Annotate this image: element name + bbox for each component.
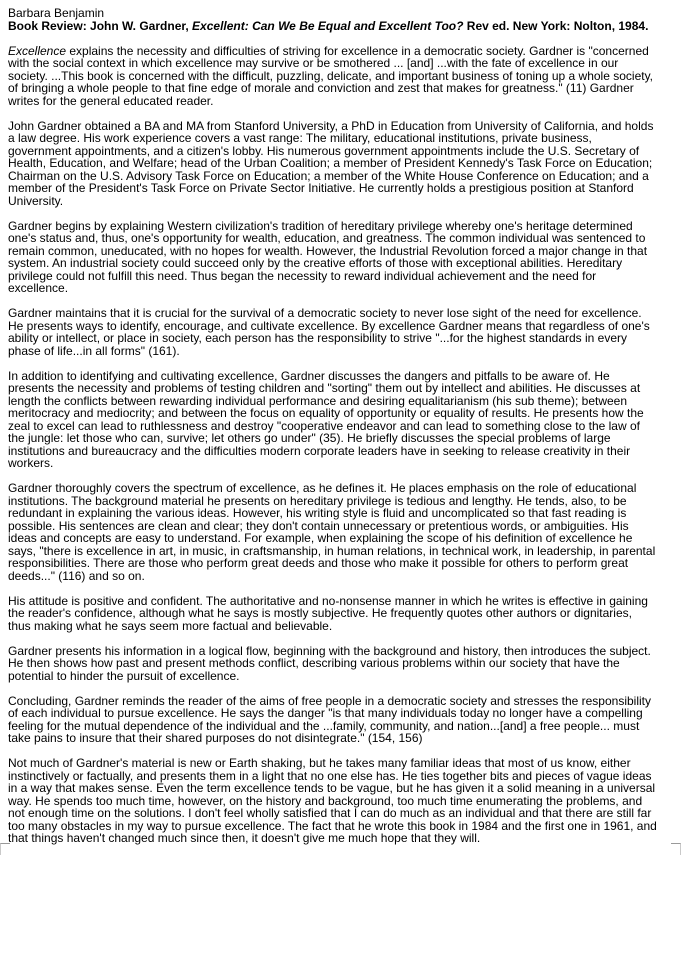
paragraph-writing-style <box>8 482 657 582</box>
paragraph-text: His attitude is positive and confident. The authoritative and no-nonsense manner in which he writes is effective in gaining the reader's confidence, although what he says is mostly subjective. He frequently quotes other authors or dignitaries, thus making what he says seem more factual and believable. <box>8 593 648 633</box>
page-break-mark-right <box>671 843 681 855</box>
paragraph-conclusion <box>8 695 657 745</box>
paragraph-text: Gardner thoroughly covers the spectrum of excellence, as he defines it. He places emphasis on the role of educational institutions. The background material he presents on hereditary privilege is tedious and lengthy. He tends, also, to be redundant in explaining the various ideas. However, his writing style is fluid and uncomplicated so that fast reading is possible. His sentences are clean and clear; they don't contain unnecessary or pretentious words, or ambiguities. His ideas and concepts are easy to understand. For example, when explaining the scope of his definition of excellence he says, "there is excellence in art, in music, in craftsmanship, in human relations, in technical work, in leadership, in parental responsibilities. There are those who perform great deeds and those who make it possible for others to perform great deeds..." (116) and so on. <box>8 481 656 583</box>
paragraph-reviewer-opinion <box>8 757 657 845</box>
paragraph-text: Gardner begins by explaining Western civilization's tradition of hereditary privilege whereby one's heritage determined one's status and, thus, one's opportunity for wealth, education, and greatness. The common individual was sentenced to remain common, uneducated, with no hopes for wealth. However, the Industrial Revolution forced a major change in that system. An industrial society could succeed only by the creative efforts of those with exceptional abilities. Hereditary privilege could not fulfill this need. Thus began the necessity to reward individual achievement and the need for excellence. <box>8 218 648 295</box>
paragraph-text: explains the necessity and difficulties of striving for excellence in a democratic society. Gardner is "concerned with the social context in which excellence may survive or be smothered ... [and] ...with the fate of excellence in our society. ...This book is concerned with the difficult, puzzling, delicate, and important business of toning up a whole society, of bringing a whole people to that fine edge of morale and conviction and zest that makes for greatness." (11) Gardner writes for the general educated reader. <box>8 43 654 108</box>
book-short-title: Excellence <box>8 43 67 58</box>
book-title: Excellent: Can We Be Equal and Excellent Too? <box>192 18 464 33</box>
paragraph-text: Gardner presents his information in a logical flow, beginning with the background and history, then introduces the subject. He then shows how past and present methods conflict, describing various problems within our society that have the potential to hinder the pursuit of excellence. <box>8 643 651 683</box>
paragraph-hereditary-privilege <box>8 220 657 295</box>
paragraph-summary <box>8 45 657 108</box>
paragraph-text: Concluding, Gardner reminds the reader of the aims of free people in a democratic society and stresses the responsibility of each individual to pursue excellence. He says the danger "is that many individuals today no longer have a compelling feeling for the mutual dependence of the individual and the ...family, community, and nation...[and] a free people... must take pains to insure that their shared purposes do not disintegrate." (154, 156) <box>8 693 651 745</box>
review-heading <box>8 20 657 33</box>
paragraph-logical-flow <box>8 645 657 683</box>
author-name: Barbara Benjamin <box>8 6 105 20</box>
paragraph-dangers-pitfalls <box>8 370 657 470</box>
review-heading-suffix: Rev ed. New York: Nolton, 1984. <box>463 18 649 33</box>
paragraph-need-for-excellence <box>8 307 657 357</box>
paragraph-text: Not much of Gardner's material is new or Earth shaking, but he takes many familiar ideas that most of us know, either instinctively or factually, and presents them in a light that no one else has. He ties together bits and pieces of vague ideas in a way that makes sense. Even the term excellence tends to be vague, but he has given it a solid meaning in a universal way. He spends too much time, however, on the history and background, too much time enumerating the problems, and not enough time on the solutions. I don't feel wholly satisfied that I can do much as an individual and that there are still far too many obstacles in my way to pursue excellence. The fact that he wrote this book in 1984 and the first one in 1961, and that things haven't changed much since then, it doesn't give me much hope that they will. <box>8 756 657 845</box>
paragraph-text: Gardner maintains that it is crucial for the survival of a democratic society to never lose sight of the need for excellence. He presents ways to identify, encourage, and cultivate excellence. By excellence Gardner means that regardless of one's ability or intellect, or place in society, each person has the responsibility to strive "...for the highest standards in every phase of life...in all forms" (161). <box>8 306 650 358</box>
page-break-mark-left <box>0 843 10 855</box>
paragraph-attitude <box>8 595 657 633</box>
review-heading-prefix: Book Review: John W. Gardner, <box>8 18 193 33</box>
paragraph-text: John Gardner obtained a BA and MA from Stanford University, a PhD in Education from University of California, and holds a law degree. His work experience covers a vast range: The military, educational institutions, private business, government appointments, and a citizen's lobby. His numerous government appointments include the U.S. Secretary of Health, Education, and Welfare; head of the Urban Coalition; a member of President Kennedy's Task Force on Education; Chairman on the U.S. Advisory Task Force on Education; a member of the White House Conference on Education; and a member of the President's Task Force on Private Sector Initiative. He currently holds a prestigious position at Stanford University. <box>8 118 654 208</box>
paragraph-text: In addition to identifying and cultivating excellence, Gardner discusses the dangers and pitfalls to be aware of. He presents the necessity and problems of testing children and "sorting" them out by intellect and abilities. He discusses at length the conflicts between rewarding individual performance and desiring equalitarianism (his sub theme); between meritocracy and mediocrity; and between the focus on equality of opportunity or equality of results. He presents how the zeal to excel can lead to ruthlessness and destroy "cooperative endeavor and can lead to something close to the law of the jungle: let those who can, survive; let others go under" (35). He briefly discusses the special problems of large institutions and bureaucracy and the difficulties modern corporate leaders have in seeking to release creativity in their workers. <box>8 368 644 470</box>
paragraph-biography <box>8 120 657 208</box>
